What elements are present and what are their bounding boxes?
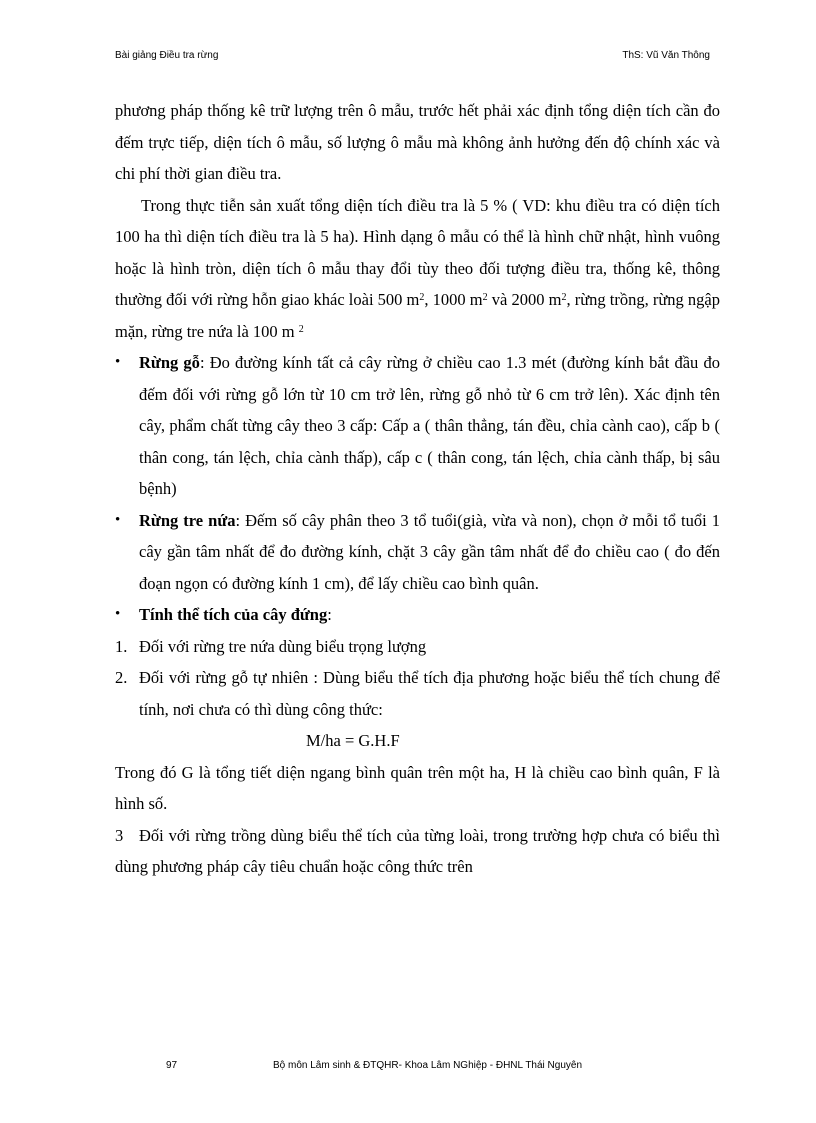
paragraph-practice bbox=[115, 190, 720, 348]
paragraph-practice-text-b: , 1000 m bbox=[424, 290, 483, 309]
footer-department: Bộ môn Lâm sinh & ĐTQHR- Khoa Lâm NGhiệp - ĐHNL Thái Nguyên bbox=[273, 1060, 583, 1071]
paragraph-intro: phương pháp thống kê trữ lượng trên ô mẫu, trước hết phải xác định tổng diện tích cần đo đếm trực tiếp, diện tích ô mẫu, số lượng ô mẫu mà không ảnh hưởng đến độ chính xác và chi phí thời gian điều tra. bbox=[115, 101, 720, 183]
item-number: 3 bbox=[115, 825, 124, 845]
superscript-2: 2 bbox=[482, 292, 488, 303]
page-number: 97 bbox=[166, 1060, 178, 1071]
paragraph-practice-text-c: và 2000 m bbox=[487, 290, 562, 309]
numbered-item-3 bbox=[115, 820, 720, 883]
superscript-2: 2 bbox=[419, 292, 425, 303]
bullet-item-rung-tre-nua bbox=[115, 505, 720, 600]
item-number: 1. bbox=[115, 636, 128, 656]
bullet-item-the-tich bbox=[115, 599, 720, 631]
bullet-text: : bbox=[327, 605, 332, 624]
bullet-icon: • bbox=[115, 354, 121, 370]
paragraph-formula-explanation: Trong đó G là tổng tiết diện ngang bình quân trên một ha, H là chiều cao bình quân, F là hình số. bbox=[115, 762, 720, 813]
bullet-heading: Rừng tre nứa bbox=[139, 510, 236, 530]
document-body bbox=[115, 95, 720, 883]
item-text: Đối với rừng tre nứa dùng biểu trọng lượng bbox=[139, 636, 427, 656]
item-text: Đối với rừng trồng dùng biểu thể tích của từng loài, trong trường hợp chưa có biểu thì dùng phương pháp cây tiêu chuẩn hoặc công thức trên bbox=[115, 825, 720, 876]
header-course-title: Bài giảng Điều tra rừng bbox=[115, 50, 219, 61]
superscript-2: 2 bbox=[298, 323, 304, 335]
paragraph-practice-text-d: , rừng trồng, rừng ngập mặn, rừng tre nứa là 100 m bbox=[115, 290, 721, 341]
bullet-icon: • bbox=[115, 606, 121, 622]
superscript-2: 2 bbox=[561, 292, 567, 303]
formula: M/ha = G.H.F bbox=[306, 731, 400, 750]
bullet-item-rung-go bbox=[115, 347, 720, 505]
header-author: ThS: Vũ Văn Thông bbox=[622, 50, 710, 61]
item-number: 2. bbox=[115, 668, 128, 687]
bullet-text: : Đo đường kính tất cả cây rừng ở chiều cao 1.3 mét (đường kính bắt đầu đo đếm đối với rừng gỗ lớn từ 10 cm trở lên, rừng gỗ nhỏ từ 6 cm trở lên). Xác định tên cây, phẩm chất từng cây theo 3 cấp: Cấp a ( thân thẳng, tán đều, chỉa cành cao), cấp b ( thân cong, tán lệch, chỉa cành thấp), cấp c ( thân cong, tán lệch, chỉa cành thấp, bị sâu bệnh) bbox=[139, 353, 720, 498]
bullet-heading: Tính thể tích của cây đứng bbox=[139, 605, 328, 624]
bullet-icon: • bbox=[115, 511, 121, 528]
bullet-heading: Rừng gỗ bbox=[139, 353, 200, 372]
bullet-text: : Đếm số cây phân theo 3 tổ tuổi(già, vừa và non), chọn ở mỗi tổ tuổi 1 cây gần tâm nhất để đo đường kính, chặt 3 cây gần tâm nhất để đo chiều cao ( đo đến đoạn ngọn có đường kính 1 cm), để lấy chiều cao bình quân. bbox=[139, 510, 721, 593]
numbered-item-1 bbox=[115, 631, 720, 663]
paragraph-practice-text: Trong thực tiễn sản xuất tổng diện tích điều tra là 5 % ( VD: khu điều tra có diện tích 100 ha thì diện tích điều tra là 5 ha). Hình dạng ô mẫu có thể là hình chữ nhật, hình vuông hoặc là hình tròn, diện tích ô mẫu thay đổi tùy theo đối tượng điều tra, thống kê, thông thường đối với rừng hỗn giao khác loài 500 m bbox=[115, 195, 720, 309]
item-text: Đối với rừng gỗ tự nhiên : Dùng biểu thể tích địa phương hoặc biểu thể tích chung để tính, nơi chưa có thì dùng công thức: bbox=[139, 668, 720, 719]
numbered-item-2 bbox=[115, 662, 720, 725]
